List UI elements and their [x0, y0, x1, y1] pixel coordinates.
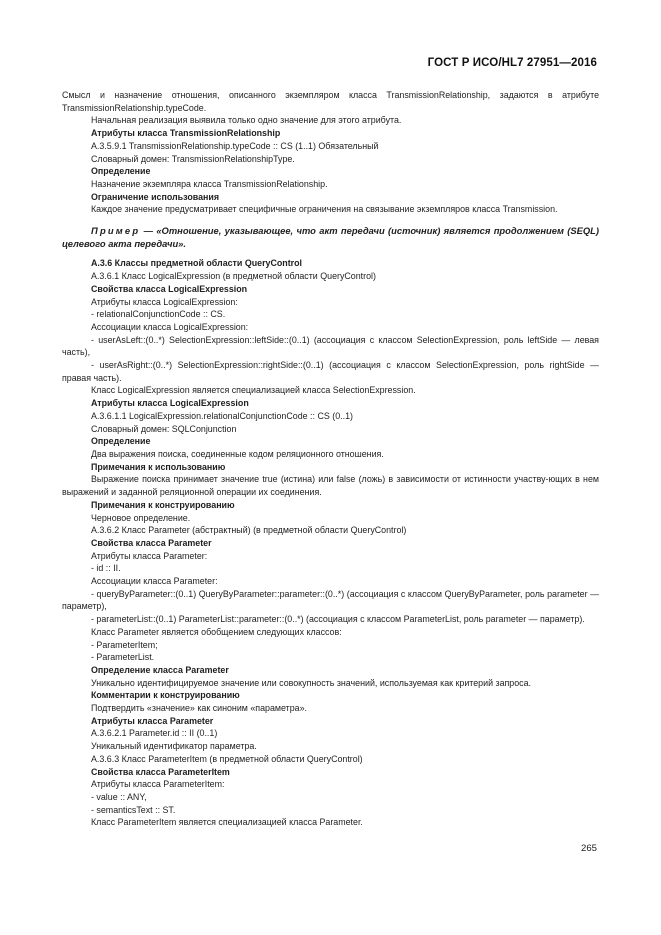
body-paragraph: Назначение экземпляра класса TransmissionRelationship.: [91, 178, 328, 189]
body-paragraph: - ParameterItem;: [91, 639, 158, 650]
body-paragraph: Выражение поиска принимает значение true (истина) или false (ложь) в зависимости от истинности участву-ющих в нем выражений и заданной реляционной операции их соединения.: [62, 474, 599, 498]
section-heading: Определение: [91, 436, 151, 447]
section-heading: Атрибуты класса Parameter: [91, 715, 214, 726]
body-paragraph: - relationalConjunctionCode :: CS.: [91, 309, 226, 320]
section-heading: Определение класса Parameter: [91, 664, 229, 675]
body-paragraph: Атрибуты класса Parameter:: [91, 550, 208, 561]
section-heading: Комментарии к конструированию: [91, 690, 240, 701]
example-paragraph: [62, 224, 599, 250]
body-paragraph: Подтвердить «значение» как синоним «параметра».: [91, 703, 307, 714]
section-heading: Примечания к конструированию: [91, 499, 235, 510]
body-paragraph: Каждое значение предусматривает специфичные ограничения на связывание экземпляров класса Transmission.: [91, 204, 558, 215]
section-transmission-relationship: [62, 89, 599, 216]
section-heading: Примечания к использованию: [91, 461, 226, 472]
body-paragraph: Смысл и назначение отношения, описанного экземпляром класса TransmissionRelationship, задаются в атрибуте TransmissionRelationship.typeCode.: [62, 90, 599, 113]
body-paragraph: A.3.6.3 Класс ParameterItem (в предметной области QueryControl): [91, 753, 363, 764]
body-paragraph: Ассоциации класса LogicalExpression:: [91, 321, 249, 332]
body-paragraph: - userAsRight::(0..*) SelectionExpression::rightSide::(0..1) (ассоциация с классом SelectionExpression, роль rightSide — правая часть).: [62, 360, 599, 383]
example-lead: Пример: [91, 225, 141, 237]
body-paragraph: Атрибуты класса ParameterItem:: [91, 779, 225, 790]
body-paragraph: Класс Parameter является обобщением следующих классов:: [91, 626, 342, 637]
section-heading: Свойства класса ParameterItem: [91, 766, 230, 777]
body-paragraph: Ассоциации класса Parameter:: [91, 576, 218, 587]
section-heading: Свойства класса LogicalExpression: [91, 283, 248, 294]
section-heading: Атрибуты класса TransmissionRelationship: [91, 128, 281, 139]
section-query-control: [62, 257, 599, 829]
section-heading: Ограничение использования: [91, 191, 220, 202]
section-heading: Определение: [91, 166, 151, 177]
body-paragraph: - userAsLeft::(0..*) SelectionExpression::leftSide::(0..1) (ассоциация с классом SelectionExpression, роль leftSide — левая часть),: [62, 334, 599, 358]
document-body: [62, 89, 599, 829]
body-paragraph: - semanticsText :: ST.: [91, 804, 176, 815]
body-paragraph: - parameterList::(0..1) ParameterList::parameter::(0..*) (ассоциация с классом ParameterList, роль parameter — параметр).: [91, 614, 585, 625]
body-paragraph: - value :: ANY,: [91, 791, 147, 802]
body-paragraph: Уникально идентифицируемое значение или совокупность значений, используемая как критерий запроса.: [91, 677, 532, 688]
section-heading: Атрибуты класса LogicalExpression: [91, 398, 249, 409]
body-paragraph: Словарный домен: SQLConjunction: [91, 423, 237, 434]
body-paragraph: A.3.6.2.1 Parameter.id :: II (0..1): [91, 728, 218, 739]
example-text: — «Отношение, указывающее, что акт передачи (источник) является продолжением (SEQL) целевого акта передачи».: [62, 225, 599, 250]
body-paragraph: Атрибуты класса LogicalExpression:: [91, 296, 238, 307]
body-paragraph: Класс ParameterItem является специализацией класса Parameter.: [91, 817, 363, 828]
body-paragraph: Класс LogicalExpression является специализацией класса SelectionExpression.: [91, 385, 416, 396]
body-paragraph: Черновое определение.: [91, 512, 191, 523]
body-paragraph: A.3.6.1 Класс LogicalExpression (в предметной области QueryControl): [91, 271, 376, 282]
page-number: 265: [580, 843, 597, 854]
body-paragraph: - ParameterList.: [91, 652, 155, 663]
body-paragraph: Начальная реализация выявила только одно значение для этого атрибута.: [91, 115, 402, 126]
document-header-id: ГОСТ Р ИСО/HL7 27951—2016: [427, 57, 597, 69]
section-heading: Свойства класса Parameter: [91, 537, 212, 548]
body-paragraph: A.3.6.2 Класс Parameter (абстрактный) (в предметной области QueryControl): [91, 525, 407, 536]
body-paragraph: A.3.5.9.1 TransmissionRelationship.typeCode :: CS (1..1) Обязательный: [91, 140, 379, 151]
body-paragraph: - queryByParameter::(0..1) QueryByParameter::parameter::(0..*) (ассоциация с классом QueryByParameter, роль parameter — параметр),: [62, 588, 599, 612]
body-paragraph: - id :: II.: [91, 563, 121, 574]
body-paragraph: Уникальный идентификатор параметра.: [91, 741, 257, 752]
body-paragraph: Словарный домен: TransmissionRelationshipType.: [91, 153, 295, 164]
body-paragraph: A.3.6.1.1 LogicalExpression.relationalConjunctionCode :: CS (0..1): [91, 410, 353, 421]
body-paragraph: Два выражения поиска, соединенные кодом реляционного отношения.: [91, 448, 384, 459]
section-heading: A.3.6 Классы предметной области QueryControl: [91, 258, 303, 269]
